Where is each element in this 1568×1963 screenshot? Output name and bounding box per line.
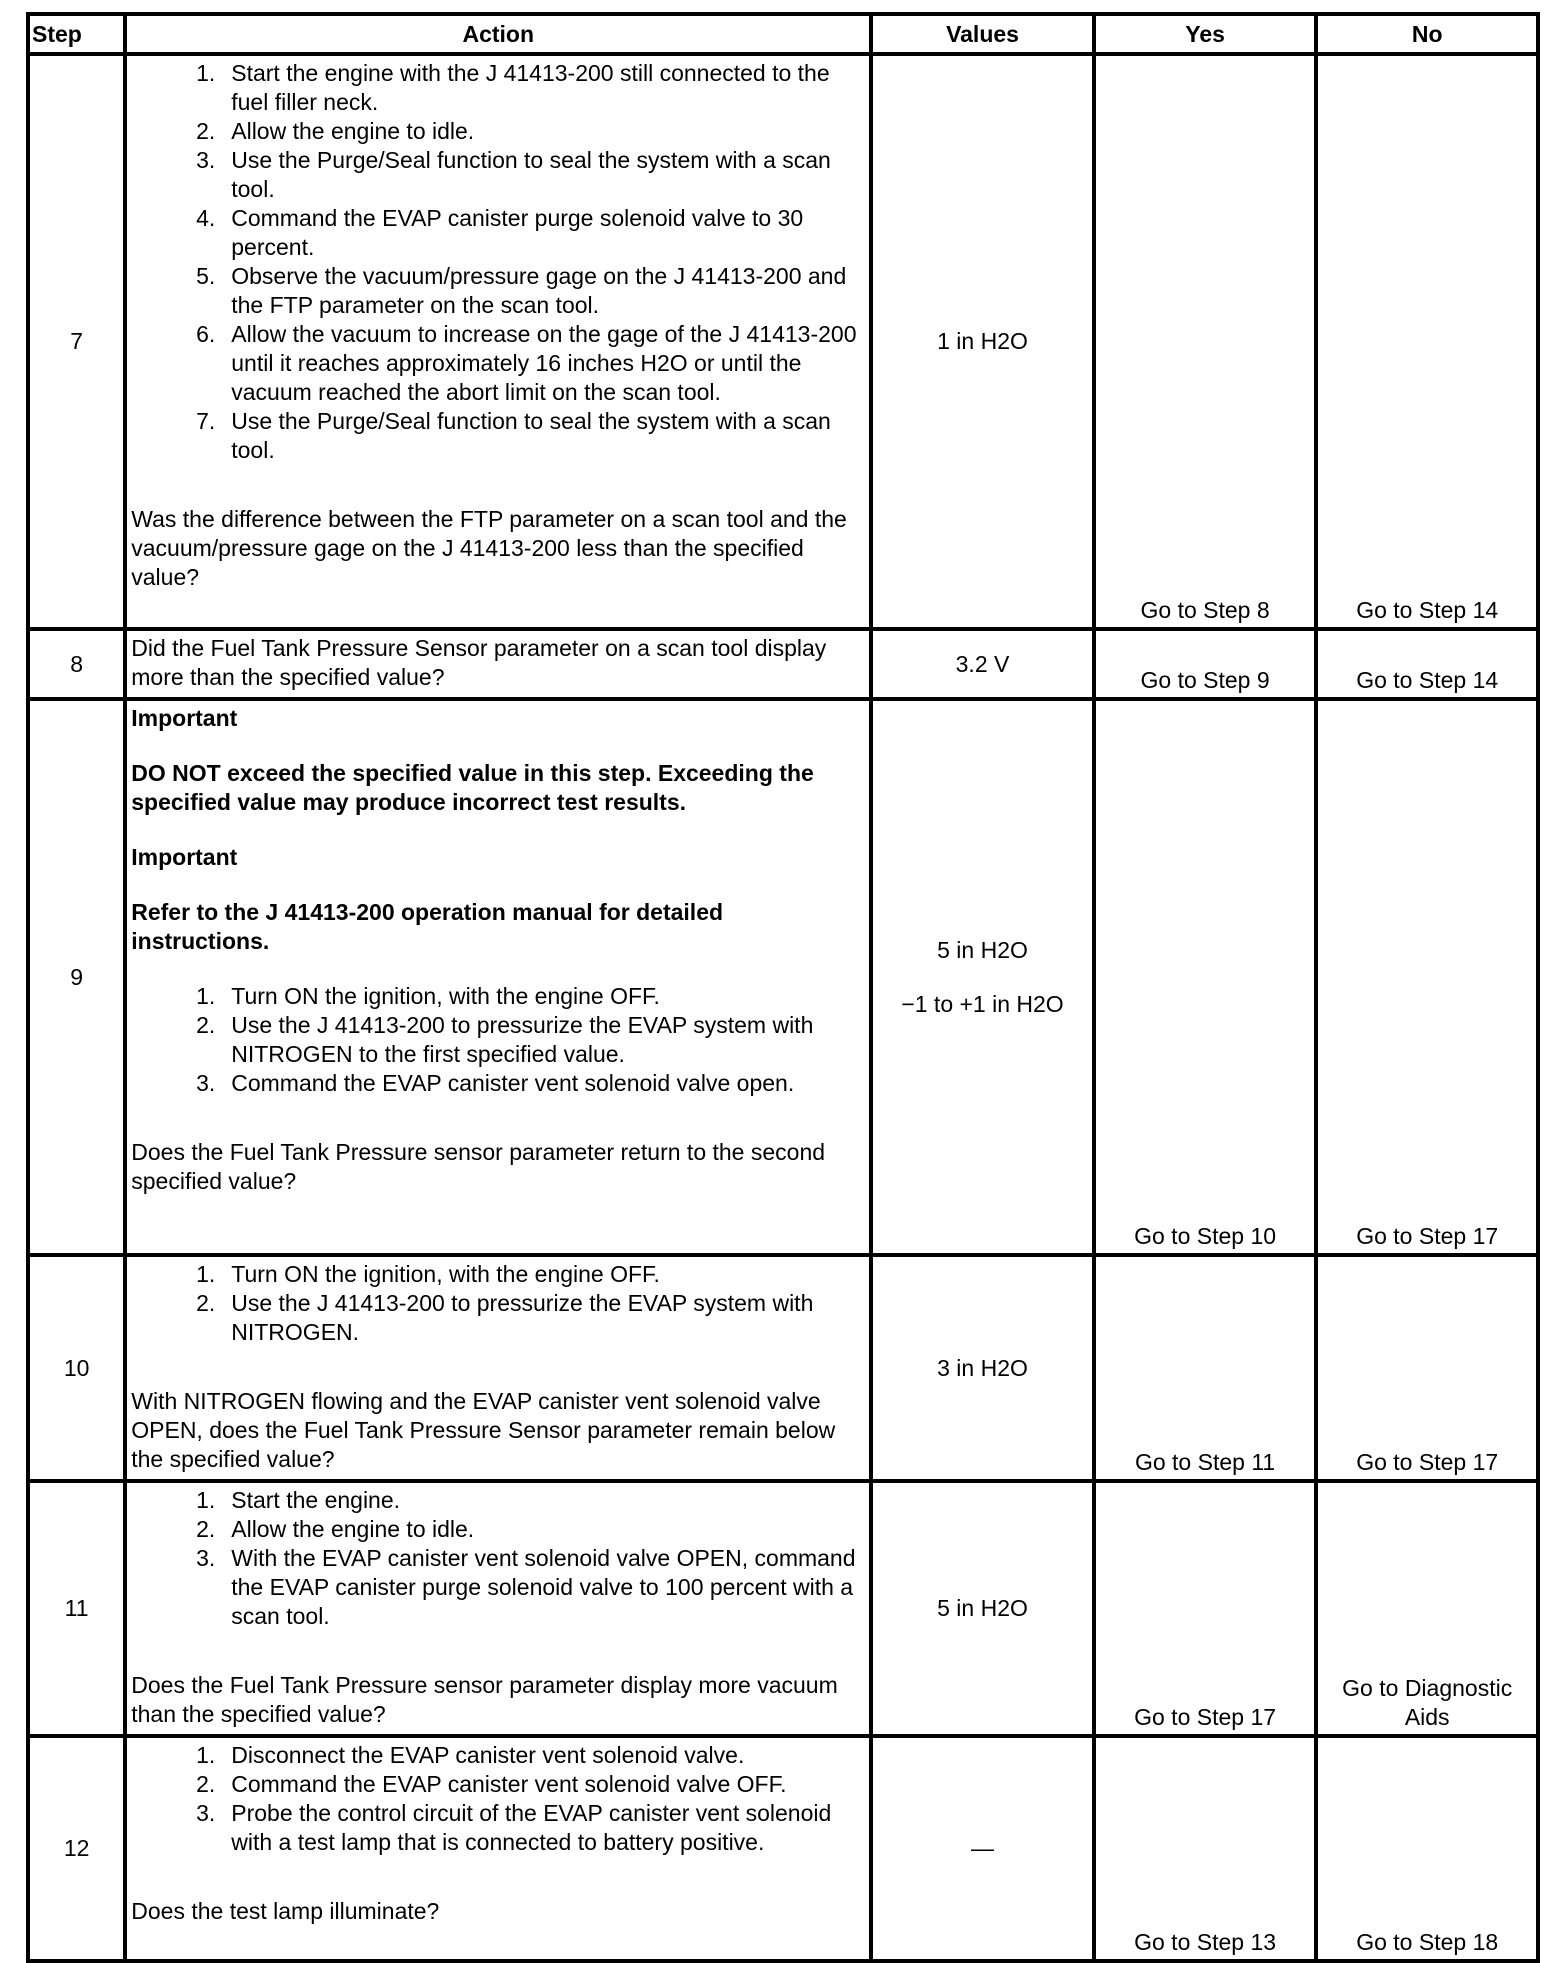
procedure-list [131, 59, 865, 465]
procedure-item: 2. Command the EVAP canister vent solenoid valve OFF. [196, 1771, 787, 1797]
procedure-item: 1. Turn ON the ignition, with the engine OFF. [196, 983, 660, 1009]
table-row-step-7 [28, 54, 1538, 629]
table-row-step-8 [28, 629, 1538, 699]
diagnostic-table [26, 12, 1540, 1963]
procedure-item: 2. Use the J 41413-200 to pressurize the EVAP system with NITROGEN to the first specified value. [196, 1012, 814, 1067]
procedure-list [131, 982, 865, 1098]
table-row-step-10 [28, 1255, 1538, 1481]
yes-cell: Go to Step 13 [1094, 1736, 1317, 1961]
table-row-step-9 [28, 699, 1538, 1255]
important-text: DO NOT exceed the specified value in this step. Exceeding the specified value may produce incorrect test results. [131, 760, 814, 815]
table-row-step-12 [28, 1736, 1538, 1961]
yes-cell: Go to Step 10 [1094, 699, 1317, 1255]
procedure-list [131, 1486, 865, 1631]
step-number: 12 [28, 1736, 125, 1961]
action-cell [125, 54, 871, 629]
procedure-item: 1. Start the engine. [196, 1487, 401, 1513]
procedure-item: 1. Disconnect the EVAP canister vent solenoid valve. [196, 1742, 745, 1768]
no-header: No [1316, 14, 1538, 54]
procedure-item: 5. Observe the vacuum/pressure gage on the J 41413-200 and the FTP parameter on the scan tool. [196, 263, 847, 318]
action-cell [125, 1255, 871, 1481]
important-text: Refer to the J 41413-200 operation manual for detailed instructions. [131, 899, 724, 954]
procedure-item: 1. Start the engine with the J 41413-200 still connected to the fuel filler neck. [196, 60, 830, 115]
question-text: Does the Fuel Tank Pressure sensor parameter display more vacuum than the specified value? [131, 1672, 838, 1727]
procedure-item: 6. Allow the vacuum to increase on the gage of the J 41413-200 until it reaches approximately 16 inches H2O or until the vacuum reached the abort limit on the scan tool. [196, 321, 857, 405]
question-text: Does the Fuel Tank Pressure sensor parameter return to the second specified value? [131, 1139, 826, 1194]
step-number: 11 [28, 1481, 125, 1736]
value-cell: 1 in H2O [871, 54, 1094, 629]
yes-cell: Go to Step 17 [1094, 1481, 1317, 1736]
step-number: 9 [28, 699, 125, 1255]
procedure-item: 3. Probe the control circuit of the EVAP canister vent solenoid with a test lamp that is connected to battery positive. [196, 1800, 832, 1855]
procedure-item: 7. Use the Purge/Seal function to seal the system with a scan tool. [196, 408, 831, 463]
procedure-item: 2. Allow the engine to idle. [196, 1516, 475, 1542]
yes-cell: Go to Step 11 [1094, 1255, 1317, 1481]
procedure-item: 2. Use the J 41413-200 to pressurize the EVAP system with NITROGEN. [196, 1290, 814, 1345]
values-header: Values [871, 14, 1094, 54]
question-text: Was the difference between the FTP parameter on a scan tool and the vacuum/pressure gage on the J 41413-200 less than the specified value? [131, 506, 847, 590]
action-cell [125, 629, 871, 699]
value-cell: — [871, 1736, 1094, 1961]
question-text: Does the test lamp illuminate? [131, 1898, 440, 1924]
question-text: Did the Fuel Tank Pressure Sensor parameter on a scan tool display more than the specified value? [131, 635, 827, 690]
procedure-item: 3. Command the EVAP canister vent solenoid valve open. [196, 1070, 795, 1096]
procedure-list [131, 1741, 865, 1857]
step-number: 10 [28, 1255, 125, 1481]
no-cell: Go to Step 14 [1316, 629, 1538, 699]
value-cell: 3 in H2O [871, 1255, 1094, 1481]
yes-cell: Go to Step 8 [1094, 54, 1317, 629]
value-cell: 3.2 V [871, 629, 1094, 699]
yes-header: Yes [1094, 14, 1317, 54]
value-cell: 5 in H2O [871, 1481, 1094, 1736]
step-header: Step [28, 14, 125, 54]
procedure-item: 3. With the EVAP canister vent solenoid valve OPEN, command the EVAP canister purge solenoid valve to 100 percent with a scan tool. [196, 1545, 856, 1629]
no-cell: Go to Step 18 [1316, 1736, 1538, 1961]
table-row-step-11 [28, 1481, 1538, 1736]
second-value: −1 to +1 in H2O [901, 990, 1064, 1017]
procedure-item: 4. Command the EVAP canister purge solenoid valve to 30 percent. [196, 205, 804, 260]
value-cell [871, 699, 1094, 1255]
no-cell: Go to Step 14 [1316, 54, 1538, 629]
procedure-item: 1. Turn ON the ignition, with the engine OFF. [196, 1261, 660, 1287]
yes-cell: Go to Step 9 [1094, 629, 1317, 699]
important-label: Important [131, 844, 238, 870]
no-cell: Go to Diagnostic Aids [1316, 1481, 1538, 1736]
step-number: 8 [28, 629, 125, 699]
procedure-list [131, 1260, 865, 1347]
step-number: 7 [28, 54, 125, 629]
question-text: With NITROGEN flowing and the EVAP canister vent solenoid valve OPEN, does the Fuel Tank Pressure Sensor parameter remain below the specified value? [131, 1388, 836, 1472]
no-cell: Go to Step 17 [1316, 699, 1538, 1255]
action-cell [125, 699, 871, 1255]
action-cell [125, 1736, 871, 1961]
header-row [28, 14, 1538, 54]
first-value: 5 in H2O [937, 936, 1028, 963]
important-label: Important [131, 705, 238, 731]
procedure-item: 3. Use the Purge/Seal function to seal the system with a scan tool. [196, 147, 831, 202]
no-cell: Go to Step 17 [1316, 1255, 1538, 1481]
procedure-item: 2. Allow the engine to idle. [196, 118, 475, 144]
action-header: Action [125, 14, 871, 54]
action-cell [125, 1481, 871, 1736]
